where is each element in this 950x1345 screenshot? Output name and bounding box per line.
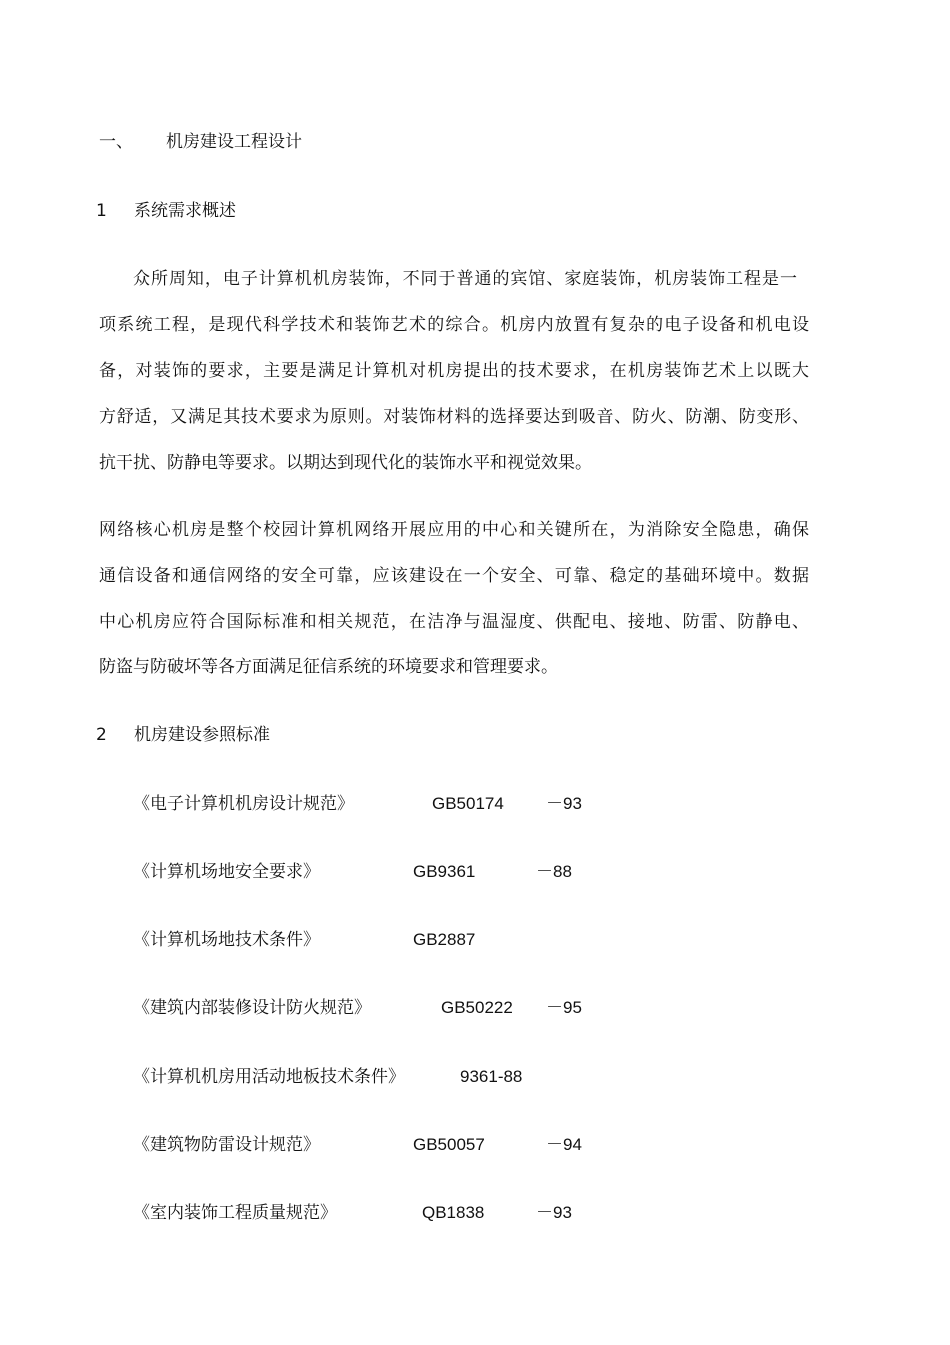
section-1-number: 1 <box>96 201 107 221</box>
standard-year: －94 <box>546 1135 582 1154</box>
standard-code: GB50174 <box>432 794 504 813</box>
paragraph-1-line: 抗干扰、防静电等要求。以期达到现代化的装饰水平和视觉效果。 <box>99 453 592 473</box>
standard-code: GB50222 <box>441 998 513 1017</box>
main-title: 机房建设工程设计 <box>166 132 302 152</box>
standard-code: GB9361 <box>413 862 476 881</box>
paragraph-1-line: 备，对装饰的要求，主要是满足计算机对机房提出的技术要求，在机房装饰艺术上以既大 <box>99 361 809 381</box>
main-title-number: 一、 <box>99 132 133 152</box>
standard-name: 《计算机机房用活动地板技术条件》 <box>133 1067 405 1087</box>
standard-name: 《电子计算机机房设计规范》 <box>133 794 354 814</box>
standard-name: 《计算机场地安全要求》 <box>133 862 320 882</box>
section-2-number: 2 <box>96 725 107 745</box>
paragraph-1-line: 众所周知，电子计算机机房装饰，不同于普通的宾馆、家庭装饰，机房装饰工程是一 <box>133 269 797 289</box>
standard-year: －93 <box>546 794 582 813</box>
section-2-title: 机房建设参照标准 <box>134 725 270 745</box>
standard-code: QB1838 <box>422 1203 485 1222</box>
paragraph-1-line: 方舒适，又满足其技术要求为原则。对装饰材料的选择要达到吸音、防火、防潮、防变形、 <box>99 407 809 427</box>
paragraph-2-line: 防盗与防破坏等各方面满足征信系统的环境要求和管理要求。 <box>99 657 558 677</box>
standard-code: GB50057 <box>413 1135 485 1154</box>
standard-name: 《建筑内部装修设计防火规范》 <box>133 998 371 1018</box>
standard-name: 《计算机场地技术条件》 <box>133 930 320 950</box>
standard-year: －93 <box>536 1203 572 1222</box>
standard-code: GB2887 <box>413 930 476 949</box>
section-1-title: 系统需求概述 <box>134 201 236 221</box>
paragraph-2-line: 网络核心机房是整个校园计算机网络开展应用的中心和关键所在，为消除安全隐患，确保 <box>99 520 809 540</box>
standard-year: －95 <box>546 998 582 1017</box>
paragraph-2-line: 通信设备和通信网络的安全可靠，应该建设在一个安全、可靠、稳定的基础环境中。数据 <box>99 566 809 586</box>
paragraph-1-line: 项系统工程，是现代科学技术和装饰艺术的综合。机房内放置有复杂的电子设备和机电设 <box>99 315 809 335</box>
standard-name: 《建筑物防雷设计规范》 <box>133 1135 320 1155</box>
standard-code: 9361-88 <box>460 1067 523 1086</box>
standard-year: －88 <box>536 862 572 881</box>
paragraph-2-line: 中心机房应符合国际标准和相关规范，在洁净与温湿度、供配电、接地、防雷、防静电、 <box>99 612 809 632</box>
standard-name: 《室内装饰工程质量规范》 <box>133 1203 337 1223</box>
